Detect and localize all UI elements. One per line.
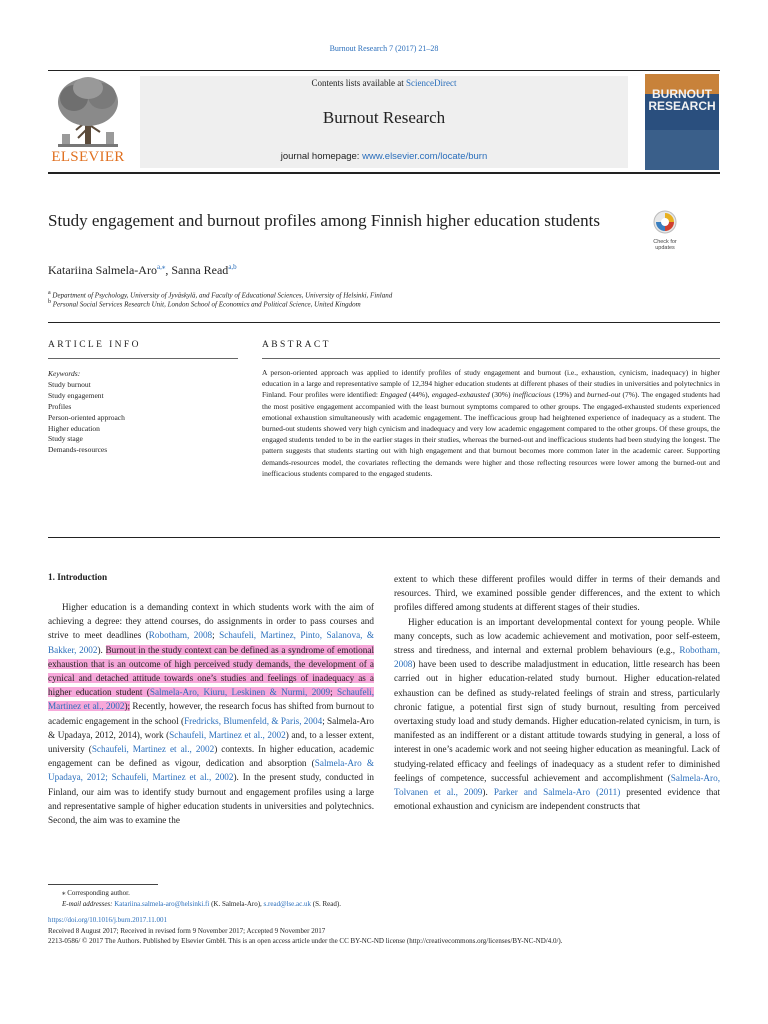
header-bottom-rule (48, 172, 720, 174)
keyword: Study stage (48, 434, 83, 444)
contents-line: Contents lists available at ScienceDirect (311, 78, 457, 88)
paragraph: Higher education is an important developmental context for young people. While many concepts, such as low academic achievement and motivation, poor self-esteem, stress and tiredness, and internal and external problem behaviours (e.g., Robotham, 2008) have been used to describe maladjustment in education, little research has been carried out in higher education-related study burnout. Higher education-related exhaustion can be defined as study-related feelings of strain and stress, particularly chronic fatigue, a potential first sign of study burnout, resulting from perceived overtaxing study load and study demands. Higher education-related cynicism, in turn, is manifested as an indifferent or a distant attitude towards studying in general, a loss of interest in one’s academic work and not seeing higher education as meaningful. Lack of studying-related efficacy and feelings of inadequacy as a student refer to diminished feelings of competence, successful achievement and accomplishment (Salmela-Aro, Tolvanen et al., 2009). Parker and Salmela-Aro (2011) presented evidence that emotional exhaustion and cynicism are independent constructs that (394, 616, 721, 812)
cover-band-bottom (645, 130, 719, 170)
citation-link[interactable]: Schaufeli, Martinez et al., 2002 (48, 687, 375, 712)
affiliation: $^a$ Department of Psychology, University of Jyväskylä, and Faculty of Educational Sciences, University of Helsinki, Finland (48, 290, 393, 300)
header-top-rule (48, 70, 720, 71)
article-dates: Received 8 August 2017; Received in revised form 9 November 2017; Accepted 9 November 2017 (48, 926, 326, 935)
divider (48, 322, 720, 323)
citation-link[interactable]: Schaufeli, Martinez, Pinto, Salanova, & Bakker, 2002 (48, 630, 374, 655)
citation-link[interactable]: Robotham, 2008 (394, 645, 720, 670)
license-statement: 2213-0586/ © 2017 The Authors. Published by Elsevier GmbH. This is an open access article under the CC BY-NC-ND license (http://creativecommons.org/licenses/BY-NC-ND/4.0/). (48, 937, 563, 946)
email-addresses: E-mail addresses: Katariina.salmela-aro@helsinki.fi (K. Salmela-Aro), s.read@lse.ac.uk (S. Read). (62, 899, 341, 908)
journal-title: Burnout Research (322, 108, 446, 127)
keyword: Demands-resources (48, 445, 108, 455)
citation-link[interactable]: Robotham, 2008 (148, 630, 213, 641)
doi-link[interactable]: https://doi.org/10.1016/j.burn.2017.11.001 (48, 916, 168, 925)
keyword: Person-oriented approach (48, 412, 125, 422)
email-link[interactable]: s.read@lse.ac.uk (263, 899, 312, 908)
citation-link[interactable]: Salmela-Aro & Upadaya, 2012; Schaufeli, Martinez et al., 2002 (48, 758, 374, 783)
keywords-list (48, 369, 248, 456)
journal-cover-image (645, 74, 719, 170)
email-link[interactable]: Katariina.salmela-aro@helsinki.fi (114, 899, 210, 908)
journal-citation[interactable]: Burnout Research 7 (2017) 21–28 (329, 44, 439, 53)
abstract-text: A person-oriented approach was applied to identify profiles of study engagement and burnout (i.e., exhaustion, cynicism, inadequacy) in higher education in a large and representative sample of 12,394 higher education students at different phases of their studies in universities and polytechnics in Finland. Four profiles were identified: Engaged (44%), engaged-exhausted (30%) inefficacious (19%) and burned-out (7%). The engaged students had the most positive engagement accompanied with the least burnout symptoms compared to other groups. The engaged-exhausted students experienced emotional exhaustion simultaneously with academic engagement. The inefficacious group had heightened experience of inadequacy as a student. The burned-out students showed very high cynicism and inadequacy and very low academic engagement compared to the other groups. Of these groups, the engaged students tended to be in the earlier stages in their studies, whereas the burned-out and inefficacious students had been studying the longest. The pattern suggests that students starting out with high engagement and that burnout becomes more common later in the academic career. Supporting demands-resources model, the covariates reflecting the demands were higher and those reflecting resources were lower among the burned-out and inefficacious students compared to the engaged students. (262, 368, 720, 478)
crossmark-icon (653, 210, 677, 234)
divider (48, 358, 238, 359)
journal-homepage-link[interactable]: www.elsevier.com/locate/burn (362, 151, 488, 162)
sciencedirect-link[interactable]: ScienceDirect (406, 78, 457, 88)
check-for-updates-badge[interactable]: Check for updates (648, 210, 682, 254)
keyword: Study burnout (48, 379, 91, 389)
cover-title: BURNOUT RESEARCH (648, 87, 716, 113)
author-affiliation-mark[interactable]: a,⁎ (156, 263, 166, 271)
citation-link[interactable]: Parker and Salmela-Aro (2011) (493, 787, 621, 798)
author-name[interactable]: Sanna Read (171, 263, 229, 277)
citation-link[interactable]: Schaufeli, Martinez et al., 2002 (169, 729, 286, 740)
abstract-heading: ABSTRACT (262, 340, 331, 350)
footnote-rule (48, 884, 158, 885)
paragraph: extent to which these different profiles would differ in terms of their demands and resources. Third, we examined possible gender differences, and the extent to which profiles differed among students at different stages of their studies. (394, 574, 720, 613)
keywords-label: Keywords: (48, 369, 81, 378)
citation-link[interactable]: Fredricks, Blumenfeld, & Paris, 2004 (184, 715, 323, 726)
affiliation: $^b$ Personal Social Services Research Unit, London School of Economics and Political Science, United Kingdom (48, 299, 361, 309)
divider (262, 358, 720, 359)
paragraph: Higher education is a demanding context in which students work with the aim of achieving a degree: they attend courses, do assignments in order to pass courses and strive to meet deadlines (Robotham, 2008; Schaufeli, Martinez, Pinto, Salanova, & Bakker, 2002). Burnout in the study context can be defined as a syndrome of emotional exhaustion that is an outcome of high perceived study demands, the development of a cynical and detached attitude towards one’s studies and feelings of inadequacy as a higher education student (Salmela-Aro, Kiuru, Leskinen & Nurmi, 2009; Schaufeli, Martinez et al., 2002); Recently, however, the research focus has shifted from burnout to academic engagement in the school (Fredricks, Blumenfeld, & Paris, 2004; Salmela-Aro & Upadaya, 2012, 2014), work (Schaufeli, Martinez et al., 2002) and, to a lesser extent, university (Schaufeli, Martinez et al., 2002) contexts. In higher education, academic engagement can be defined as vigour, dedication and absorption (Salmela-Aro & Upadaya, 2012; Schaufeli, Martinez et al., 2002). In the present study, conducted in Finland, our aim was to identify study burnout and engagement profiles using a large and representative sample of higher education students in universities and polytechnics. Second, the aim was to examine the (48, 602, 375, 826)
article-title: Study engagement and burnout profiles among Finnish higher education students (48, 211, 600, 230)
highlighted-text: Burnout in the study context can be defined as a syndrome of emotional exhaustion that is an outcome of high perceived study demands, the development of a cynical and detached attitude towards one’s studies and feelings of inadequacy as a higher education student (Salmela-Aro, Kiuru, Leskinen & Nurmi, 2009; Schaufeli, Martinez et al., 2002); (48, 644, 375, 712)
citation-link[interactable]: Schaufeli, Martinez et al., 2002 (91, 744, 215, 755)
body-column-left (48, 600, 374, 827)
keyword: Higher education (48, 423, 100, 433)
keyword: Study engagement (48, 390, 104, 400)
footnotes (48, 888, 720, 947)
section-heading-introduction: 1. Introduction (48, 572, 108, 582)
keyword: Profiles (48, 401, 72, 411)
citation-link[interactable]: Salmela-Aro, Kiuru, Leskinen & Nurmi, 2009 (149, 687, 331, 698)
author-name[interactable]: Katariina Salmela-Aro (48, 263, 157, 277)
article-info-heading: ARTICLE INFO (48, 340, 141, 350)
author-affiliation-mark[interactable]: a,b (228, 263, 237, 271)
corresponding-author-note: ⁎ Corresponding author. (62, 889, 130, 897)
journal-homepage: journal homepage: www.elsevier.com/locate/burn (280, 151, 488, 162)
body-column-right (394, 572, 720, 813)
divider (48, 537, 720, 538)
elsevier-wordmark: ELSEVIER (51, 149, 125, 165)
citation-link[interactable]: Salmela-Aro, Tolvanen et al., 2009 (394, 772, 720, 798)
author-list: Katariina Salmela-Aro$^{a,⁎}$, Sanna Read$^{a,b}$ (48, 263, 237, 277)
